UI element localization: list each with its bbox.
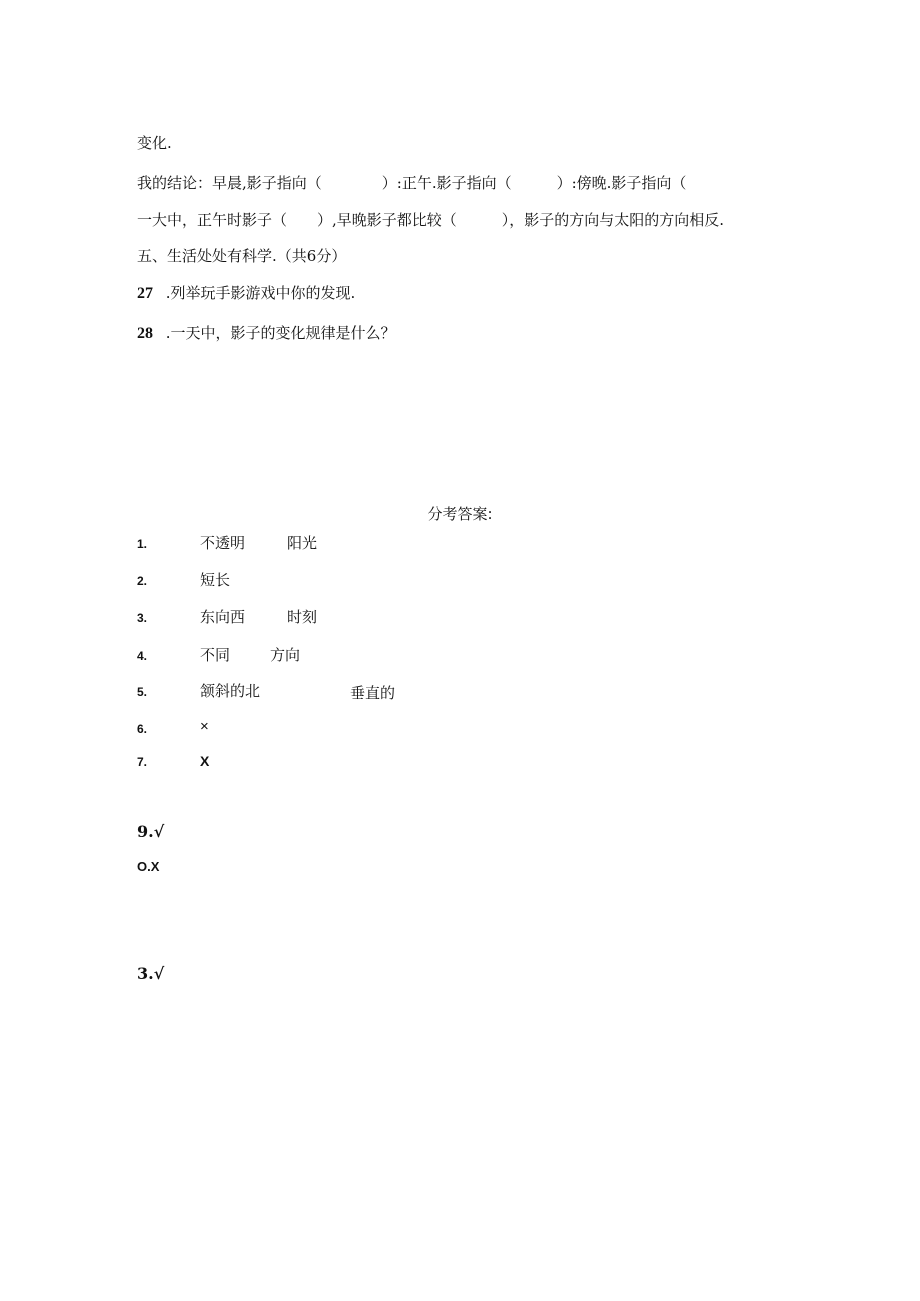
answer-item (137, 751, 147, 772)
answer-part-a: 不透明 (200, 534, 246, 552)
question-number: 27 (137, 285, 153, 302)
section-heading-5: 五、生活处处有科学.（共6分） (137, 247, 347, 265)
answer-part-a: 短长 (200, 571, 231, 589)
answer-item (137, 718, 147, 739)
question-27 (137, 283, 355, 304)
answer-part-a: × (200, 718, 209, 735)
answer-part-b: 方向 (270, 646, 301, 664)
answer-item (137, 533, 147, 554)
text-conclusion: 我的结论：早晨,影子指向（ ）:正午.影子指向（ ）:傍晚.影子指向（ (137, 174, 687, 192)
answer-item (137, 570, 147, 591)
answer-number: 6. (137, 722, 148, 736)
answers-title: 分考答案: (427, 505, 493, 523)
answer-item (137, 645, 147, 666)
answer-number: 4. (137, 649, 148, 663)
question-28 (137, 323, 396, 344)
answer-part-a: 不同 (200, 646, 231, 664)
text-line-change: 变化. (137, 134, 172, 152)
question-number: 28 (137, 325, 153, 342)
question-text: .列举玩手影游戏中你的发现. (165, 284, 356, 302)
answer-number: 7. (137, 755, 148, 769)
answer-part-a: X (200, 753, 210, 769)
answer-extra-9: 9.√ (137, 822, 165, 841)
answer-number: 5. (137, 685, 148, 699)
answer-number: 2. (137, 574, 148, 588)
answer-part-b: 阳光 (287, 534, 318, 552)
answer-extra-10: O.X (137, 859, 160, 874)
answer-part-a: 东向西 (200, 608, 246, 626)
answer-item (137, 681, 147, 702)
text-day-line: 一大中，正午时影子（ ）,早晚影子都比较（ ），影子的方向与太阳的方向相反. (137, 211, 725, 229)
answer-number: 3. (137, 611, 148, 625)
answer-part-b: 垂直的 (350, 684, 396, 702)
answer-part-a: 颔斜的北 (200, 682, 261, 700)
answer-item (137, 607, 147, 628)
answer-number: 1. (137, 537, 148, 551)
answer-extra-13: 3.√ (137, 964, 165, 983)
question-text: .一天中，影子的变化规律是什么？ (165, 324, 396, 342)
answer-part-b: 时刻 (287, 608, 318, 626)
